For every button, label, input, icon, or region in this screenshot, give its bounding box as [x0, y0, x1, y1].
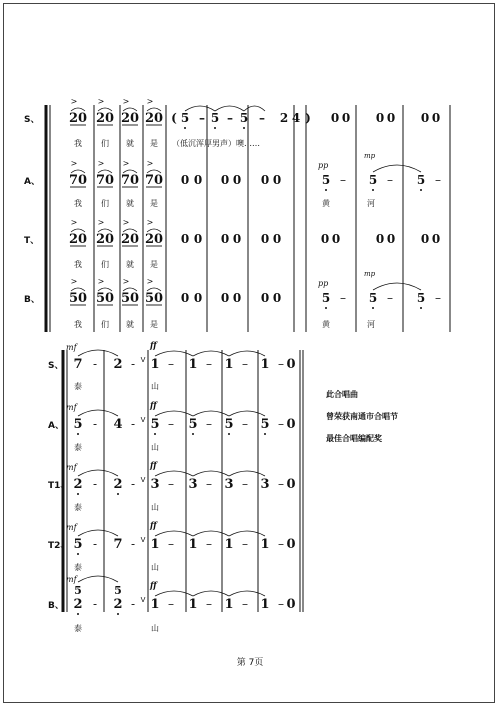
tie-arc: [155, 531, 193, 536]
lyric: 山: [151, 382, 159, 391]
note: 5: [368, 291, 378, 305]
dynamic-mark: ff: [150, 580, 157, 590]
dash: -: [130, 477, 136, 491]
rest: 0: [420, 232, 430, 246]
dynamic-mark: ff: [150, 520, 157, 530]
dash: –: [435, 291, 441, 305]
dash: –: [206, 417, 212, 431]
tie-arc: [193, 591, 229, 596]
lyric: 们: [101, 320, 109, 329]
rest: 0: [375, 111, 385, 125]
rest: 0: [286, 357, 296, 372]
dash: –: [168, 477, 174, 491]
tie-arc: [155, 471, 193, 476]
note: 1: [260, 597, 270, 612]
note: ): [305, 111, 311, 125]
dash: –: [206, 477, 212, 491]
rest: 0: [431, 111, 441, 125]
note: –: [227, 111, 233, 125]
note: 70: [68, 173, 88, 188]
part-label: T1、: [48, 481, 70, 491]
dynamic-mark: pp: [318, 279, 329, 288]
dynamic-mark: ff: [150, 400, 157, 410]
note: 3: [224, 477, 234, 492]
note: 20: [144, 111, 164, 126]
lyric: 黄: [322, 199, 330, 208]
rest: 0: [386, 232, 396, 246]
note: 20: [68, 111, 88, 126]
rest: 0: [193, 291, 203, 305]
tie-arc: [155, 591, 193, 596]
note: 2: [113, 477, 123, 492]
lyric: 河: [367, 199, 375, 208]
dash: –: [168, 357, 174, 371]
lyric: 泰: [74, 443, 82, 452]
rest: 0: [232, 232, 242, 246]
lyric: 是: [150, 199, 158, 208]
accent-mark: >: [146, 159, 154, 168]
lyric: 是: [150, 320, 158, 329]
lyric: 我: [74, 199, 82, 208]
breath-mark: V: [140, 416, 146, 424]
dash: –: [242, 597, 248, 611]
award-note-line-3: 最佳合唱编配奖: [326, 434, 382, 443]
note: 1: [150, 597, 160, 612]
note: 5: [321, 291, 331, 305]
accent-mark: >: [97, 218, 105, 227]
rest: 0: [272, 173, 282, 187]
part-label: T、: [24, 236, 40, 246]
dynamic-mark: mp: [364, 270, 376, 278]
dash: –: [206, 357, 212, 371]
dot-below: [192, 433, 194, 435]
rest: 0: [220, 232, 230, 246]
note: 20: [120, 232, 140, 247]
lyric: 山: [151, 563, 159, 572]
part-label: B、: [24, 295, 40, 305]
tie-arc: [193, 531, 229, 536]
lyric: 泰: [74, 624, 82, 633]
note: 20: [120, 111, 140, 126]
rest: 0: [431, 232, 441, 246]
dot-below: [420, 189, 422, 191]
dot-below: [243, 127, 245, 129]
dynamic-mark: mp: [364, 152, 376, 160]
rest: 0: [386, 111, 396, 125]
note: 1: [188, 357, 198, 372]
rest: 0: [420, 111, 430, 125]
dash: -: [130, 537, 136, 551]
accent-mark: >: [97, 277, 105, 286]
rest: 0: [220, 291, 230, 305]
rest: 0: [341, 111, 351, 125]
rest: 0: [272, 291, 282, 305]
tie-arc: [229, 471, 265, 476]
breath-mark: V: [140, 476, 146, 484]
note: 1: [260, 537, 270, 552]
slur-arc: [78, 410, 118, 416]
note: 5: [416, 173, 426, 187]
rest: 0: [330, 111, 340, 125]
award-note-line-1: 此合唱曲: [326, 390, 358, 399]
part-label: A、: [48, 421, 64, 431]
dash: –: [242, 537, 248, 551]
note: 2: [279, 111, 289, 125]
note: 20: [95, 111, 115, 126]
part-label: B、: [48, 601, 64, 611]
tie-arc: [155, 351, 193, 356]
dash: –: [387, 173, 393, 187]
note: 5: [73, 537, 83, 552]
dot-below: [372, 189, 374, 191]
dash: –: [340, 291, 346, 305]
rest: 0: [286, 477, 296, 492]
rest: 0: [375, 232, 385, 246]
note: 2: [73, 477, 83, 492]
accent-mark: >: [122, 277, 130, 286]
dash: -: [92, 357, 98, 371]
lyric: 就: [126, 199, 134, 208]
lyric: 就: [126, 260, 134, 269]
lyric: 山: [151, 503, 159, 512]
slur-arc: [78, 350, 118, 356]
note: 50: [144, 291, 164, 306]
dynamic-mark: mf: [66, 463, 77, 472]
dash: -: [92, 417, 98, 431]
dash: –: [340, 173, 346, 187]
note-upper: 5: [74, 584, 82, 597]
dot-below: [184, 127, 186, 129]
rest: 0: [180, 232, 190, 246]
dot-below: [420, 307, 422, 309]
rest: 0: [331, 232, 341, 246]
part-label: S、: [48, 361, 64, 371]
rest: 0: [193, 173, 203, 187]
breath-mark: V: [140, 536, 146, 544]
dynamic-mark: pp: [318, 161, 329, 170]
dash: –: [206, 597, 212, 611]
accent-mark: >: [122, 97, 130, 106]
note: 3: [260, 477, 270, 492]
note: 20: [95, 232, 115, 247]
dash: –: [206, 537, 212, 551]
lyric: 我: [74, 260, 82, 269]
lyric: 我: [74, 320, 82, 329]
dot-below: [264, 433, 266, 435]
dash: –: [278, 597, 284, 611]
rest: 0: [286, 537, 296, 552]
dot-below: [117, 613, 119, 615]
accent-mark: >: [146, 218, 154, 227]
note: (: [171, 111, 177, 125]
rest: 0: [180, 173, 190, 187]
note: 5: [416, 291, 426, 305]
accent-mark: >: [70, 159, 78, 168]
slur-arc: [373, 283, 421, 290]
dash: -: [92, 477, 98, 491]
dash: –: [278, 537, 284, 551]
dash: –: [168, 597, 174, 611]
breath-mark: V: [140, 596, 146, 604]
note: 7: [73, 357, 83, 372]
rest: 0: [220, 173, 230, 187]
dot-below: [325, 307, 327, 309]
note: –: [259, 111, 265, 125]
tie-arc: [229, 531, 265, 536]
tie-arc: [229, 591, 265, 596]
page-number: 第 7页: [236, 658, 264, 668]
note: 1: [224, 597, 234, 612]
part-label: A、: [24, 177, 40, 187]
note: 2: [73, 597, 83, 612]
rest: 0: [260, 291, 270, 305]
note: 1: [188, 597, 198, 612]
tie-arc: [155, 411, 193, 416]
dash: –: [387, 291, 393, 305]
dot-below: [228, 433, 230, 435]
rest: 0: [232, 291, 242, 305]
accent-mark: >: [146, 277, 154, 286]
lyric: 是: [150, 139, 158, 148]
dash: -: [92, 537, 98, 551]
dot-below: [154, 433, 156, 435]
dash: -: [92, 597, 98, 611]
dot-below: [117, 493, 119, 495]
dynamic-mark: mf: [66, 523, 77, 532]
note: 5: [321, 173, 331, 187]
rest: 0: [193, 232, 203, 246]
part-label: T2、: [48, 541, 70, 551]
award-note: [326, 384, 398, 450]
slur-arc: [78, 576, 118, 582]
note: 1: [224, 357, 234, 372]
dash: –: [242, 417, 248, 431]
tie-arc: [193, 471, 229, 476]
dash: –: [435, 173, 441, 187]
note: 50: [68, 291, 88, 306]
note: 5: [180, 111, 190, 125]
slur-arc: [373, 165, 421, 172]
dash: –: [168, 537, 174, 551]
dash: –: [278, 417, 284, 431]
lyric: 们: [101, 139, 109, 148]
note: 70: [95, 173, 115, 188]
lyric: 们: [101, 199, 109, 208]
note: 5: [210, 111, 220, 125]
rest: 0: [286, 417, 296, 432]
dash: –: [168, 417, 174, 431]
rest: 0: [260, 173, 270, 187]
note: 5: [239, 111, 249, 125]
note: 1: [260, 357, 270, 372]
rest: 0: [272, 232, 282, 246]
dot-below: [77, 553, 79, 555]
dot-below: [325, 189, 327, 191]
tie-arc: [193, 351, 229, 356]
rest: 0: [180, 291, 190, 305]
dynamic-mark: ff: [150, 460, 157, 470]
dot-below: [214, 127, 216, 129]
lyric: 就: [126, 139, 134, 148]
lyric: 泰: [74, 563, 82, 572]
tie-arc: [193, 411, 229, 416]
dot-below: [77, 433, 79, 435]
note: 70: [144, 173, 164, 188]
award-note-line-2: 曾荣获南通市合唱节: [326, 412, 398, 421]
note: 5: [368, 173, 378, 187]
note: 1: [188, 537, 198, 552]
note: 50: [95, 291, 115, 306]
note: 20: [68, 232, 88, 247]
lyric: 就: [126, 320, 134, 329]
accent-mark: >: [70, 97, 78, 106]
note: 2: [113, 357, 123, 372]
accent-mark: >: [97, 97, 105, 106]
note: 1: [150, 537, 160, 552]
note-upper: 5: [114, 584, 122, 597]
lyric: 山: [151, 624, 159, 633]
note: 3: [150, 477, 160, 492]
tie-arc: [229, 411, 265, 416]
dynamic-mark: ff: [150, 340, 157, 350]
breath-mark: V: [140, 356, 146, 364]
dash: -: [130, 417, 136, 431]
lyric: 泰: [74, 382, 82, 391]
note: 5: [150, 417, 160, 432]
note: 5: [224, 417, 234, 432]
accent-mark: >: [122, 159, 130, 168]
lyric: 山: [151, 443, 159, 452]
lyric: 黄: [322, 320, 330, 329]
note: 7: [113, 537, 123, 552]
note: 5: [73, 417, 83, 432]
dot-below: [372, 307, 374, 309]
dash: –: [278, 477, 284, 491]
note: 4: [291, 111, 301, 125]
lyric: 是: [150, 260, 158, 269]
rest: 0: [320, 232, 330, 246]
note: 3: [188, 477, 198, 492]
lyric: 我: [74, 139, 82, 148]
accent-mark: >: [97, 159, 105, 168]
dot-below: [77, 493, 79, 495]
part-label: S、: [24, 115, 40, 125]
note: –: [199, 111, 205, 125]
note: 5: [188, 417, 198, 432]
dynamic-mark: mf: [66, 403, 77, 412]
dash: -: [130, 357, 136, 371]
dot-below: [77, 613, 79, 615]
note: 1: [150, 357, 160, 372]
tie-arc: [229, 351, 265, 356]
dash: –: [278, 357, 284, 371]
note: 50: [120, 291, 140, 306]
lyric: 河: [367, 320, 375, 329]
note: 2: [113, 597, 123, 612]
lyric: （低沉浑厚男声）噢……: [172, 139, 260, 148]
rest: 0: [232, 173, 242, 187]
slur-arc: [78, 470, 118, 476]
note: 4: [113, 417, 123, 432]
rest: 0: [286, 597, 296, 612]
lyric: 们: [101, 260, 109, 269]
lyric: 泰: [74, 503, 82, 512]
note: 70: [120, 173, 140, 188]
note: 1: [224, 537, 234, 552]
note: 5: [260, 417, 270, 432]
accent-mark: >: [70, 277, 78, 286]
slur-arc: [78, 530, 118, 536]
accent-mark: >: [122, 218, 130, 227]
dash: -: [130, 597, 136, 611]
dash: –: [242, 477, 248, 491]
rest: 0: [260, 232, 270, 246]
dynamic-mark: mf: [66, 343, 77, 352]
dynamic-mark: mf: [66, 575, 77, 584]
note: 20: [144, 232, 164, 247]
accent-mark: >: [146, 97, 154, 106]
accent-mark: >: [70, 218, 78, 227]
dash: –: [242, 357, 248, 371]
